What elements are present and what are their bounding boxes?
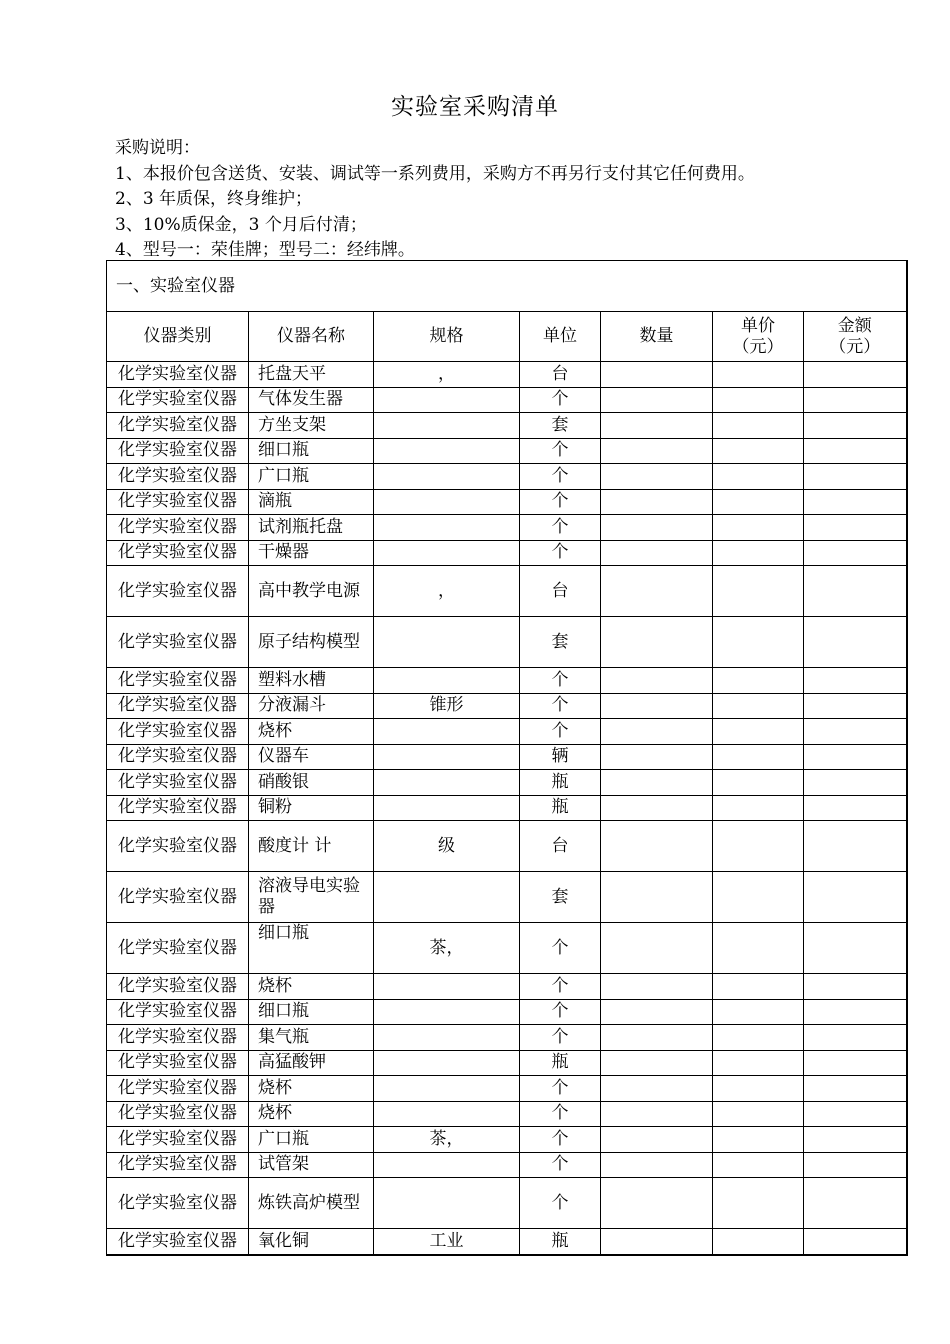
- cell-name: 硝酸银: [249, 770, 374, 796]
- cell-category: 化学实验室仪器: [107, 387, 249, 413]
- header-category: 仪器类别: [107, 312, 249, 362]
- cell-price: [713, 515, 804, 541]
- cell-name: 烧杯: [249, 1101, 374, 1127]
- cell-category: 化学实验室仪器: [107, 1229, 249, 1255]
- cell-price: [713, 617, 804, 668]
- cell-spec: [374, 999, 520, 1025]
- table-row: [107, 464, 907, 490]
- header-price-unit: （元）: [732, 336, 784, 357]
- cell-price: [713, 821, 804, 872]
- cell-price: [713, 1050, 804, 1076]
- cell-spec: [374, 413, 520, 439]
- cell-category: 化学实验室仪器: [107, 1152, 249, 1178]
- cell-qty: [601, 515, 713, 541]
- cell-category: 化学实验室仪器: [107, 1076, 249, 1102]
- cell-name: 广口瓶: [249, 464, 374, 490]
- header-unit: 单位: [520, 312, 601, 362]
- cell-category: 化学实验室仪器: [107, 872, 249, 923]
- cell-category: 化学实验室仪器: [107, 999, 249, 1025]
- cell-spec: [374, 795, 520, 821]
- table-row: [107, 872, 907, 923]
- cell-price: [713, 387, 804, 413]
- cell-category: 化学实验室仪器: [107, 795, 249, 821]
- cell-amount: [804, 1152, 907, 1178]
- cell-name: 氧化铜: [249, 1229, 374, 1255]
- note-item: 4、型号一：荣佳牌；型号二：经纬牌。: [115, 240, 415, 260]
- cell-category: 化学实验室仪器: [107, 566, 249, 617]
- cell-category: 化学实验室仪器: [107, 515, 249, 541]
- table-row: [107, 566, 907, 617]
- header-price: [713, 312, 804, 362]
- cell-spec: [374, 489, 520, 515]
- table-row: [107, 668, 907, 694]
- cell-category: 化学实验室仪器: [107, 362, 249, 388]
- cell-spec: 茶，: [374, 923, 520, 974]
- table-row: [107, 974, 907, 1000]
- cell-price: [713, 872, 804, 923]
- cell-name: 方坐支架: [249, 413, 374, 439]
- cell-name: 试剂瓶托盘: [249, 515, 374, 541]
- table-row: [107, 362, 907, 388]
- cell-spec: 茶，: [374, 1127, 520, 1153]
- cell-unit: 套: [520, 872, 601, 923]
- cell-spec: [374, 1101, 520, 1127]
- cell-name: 干燥器: [249, 540, 374, 566]
- cell-category: 化学实验室仪器: [107, 770, 249, 796]
- table-row: [107, 515, 907, 541]
- cell-amount: [804, 872, 907, 923]
- notes-heading: 采购说明：: [115, 138, 200, 158]
- cell-price: [713, 438, 804, 464]
- cell-spec: [374, 974, 520, 1000]
- cell-price: [713, 974, 804, 1000]
- cell-spec: [374, 1076, 520, 1102]
- cell-spec: [374, 1025, 520, 1051]
- cell-name: 气体发生器: [249, 387, 374, 413]
- cell-price: [713, 1178, 804, 1229]
- cell-unit: 个: [520, 489, 601, 515]
- cell-category: 化学实验室仪器: [107, 1127, 249, 1153]
- cell-unit: 个: [520, 1178, 601, 1229]
- table-header-row: [107, 312, 907, 362]
- cell-spec: [374, 387, 520, 413]
- cell-price: [713, 770, 804, 796]
- cell-unit: 个: [520, 923, 601, 974]
- table-row: [107, 489, 907, 515]
- cell-name: 试管架: [249, 1152, 374, 1178]
- cell-name: 酸度计 计: [249, 821, 374, 872]
- cell-spec: [374, 1152, 520, 1178]
- cell-qty: [601, 999, 713, 1025]
- cell-category: 化学实验室仪器: [107, 1101, 249, 1127]
- cell-name: 烧杯: [249, 719, 374, 745]
- cell-unit: 瓶: [520, 795, 601, 821]
- note-item: 3、10%质保金，3 个月后付清；: [115, 214, 367, 235]
- cell-price: [713, 693, 804, 719]
- cell-name: 高猛酸钾: [249, 1050, 374, 1076]
- header-amount: [804, 312, 907, 362]
- cell-qty: [601, 1152, 713, 1178]
- cell-spec: ，: [374, 362, 520, 388]
- cell-amount: [804, 1025, 907, 1051]
- table-row: [107, 693, 907, 719]
- table-row: [107, 1229, 907, 1255]
- cell-name: 铜粉: [249, 795, 374, 821]
- cell-unit: 个: [520, 1101, 601, 1127]
- cell-amount: [804, 1101, 907, 1127]
- cell-name: 原子结构模型: [249, 617, 374, 668]
- table-row: [107, 923, 907, 974]
- cell-price: [713, 1229, 804, 1255]
- cell-spec: [374, 515, 520, 541]
- cell-spec: 锥形: [374, 693, 520, 719]
- cell-price: [713, 923, 804, 974]
- cell-qty: [601, 821, 713, 872]
- cell-price: [713, 719, 804, 745]
- cell-category: 化学实验室仪器: [107, 540, 249, 566]
- cell-qty: [601, 770, 713, 796]
- cell-unit: 个: [520, 719, 601, 745]
- cell-name: 炼铁高炉模型: [249, 1178, 374, 1229]
- cell-amount: [804, 795, 907, 821]
- page-title: 实验室采购清单: [391, 94, 559, 120]
- cell-qty: [601, 1178, 713, 1229]
- cell-price: [713, 999, 804, 1025]
- table-row: [107, 438, 907, 464]
- cell-unit: 个: [520, 1152, 601, 1178]
- cell-spec: [374, 744, 520, 770]
- cell-category: 化学实验室仪器: [107, 617, 249, 668]
- cell-unit: 台: [520, 362, 601, 388]
- section-title: 一、实验室仪器: [107, 261, 907, 312]
- cell-amount: [804, 1178, 907, 1229]
- cell-price: [713, 362, 804, 388]
- cell-name: 托盘天平: [249, 362, 374, 388]
- cell-qty: [601, 1101, 713, 1127]
- cell-amount: [804, 744, 907, 770]
- cell-unit: 台: [520, 566, 601, 617]
- cell-spec: [374, 719, 520, 745]
- cell-qty: [601, 540, 713, 566]
- cell-amount: [804, 1076, 907, 1102]
- cell-qty: [601, 438, 713, 464]
- table-row: [107, 770, 907, 796]
- cell-qty: [601, 923, 713, 974]
- table-row: [107, 999, 907, 1025]
- cell-amount: [804, 1229, 907, 1255]
- header-spec: 规格: [374, 312, 520, 362]
- cell-amount: [804, 413, 907, 439]
- table-row: [107, 387, 907, 413]
- table-row: [107, 617, 907, 668]
- cell-price: [713, 566, 804, 617]
- cell-unit: 套: [520, 617, 601, 668]
- cell-spec: [374, 1050, 520, 1076]
- cell-unit: 个: [520, 438, 601, 464]
- cell-category: 化学实验室仪器: [107, 438, 249, 464]
- cell-qty: [601, 617, 713, 668]
- cell-amount: [804, 974, 907, 1000]
- cell-unit: 套: [520, 413, 601, 439]
- cell-category: 化学实验室仪器: [107, 821, 249, 872]
- cell-price: [713, 464, 804, 490]
- cell-amount: [804, 693, 907, 719]
- cell-category: 化学实验室仪器: [107, 693, 249, 719]
- cell-name: 广口瓶: [249, 1127, 374, 1153]
- note-item: 1、本报价包含送货、安装、调试等一系列费用，采购方不再另行支付其它任何费用。: [115, 163, 755, 184]
- cell-category: 化学实验室仪器: [107, 719, 249, 745]
- table-row: [107, 413, 907, 439]
- cell-price: [713, 795, 804, 821]
- cell-amount: [804, 489, 907, 515]
- cell-spec: [374, 872, 520, 923]
- table-row: [107, 1025, 907, 1051]
- cell-amount: [804, 999, 907, 1025]
- cell-qty: [601, 1025, 713, 1051]
- cell-price: [713, 744, 804, 770]
- table-row: [107, 744, 907, 770]
- purchase-notes: [115, 136, 755, 264]
- cell-amount: [804, 923, 907, 974]
- cell-unit: 个: [520, 1025, 601, 1051]
- table-row: [107, 540, 907, 566]
- table-row: [107, 821, 907, 872]
- cell-amount: [804, 566, 907, 617]
- cell-unit: 个: [520, 974, 601, 1000]
- cell-unit: 个: [520, 515, 601, 541]
- cell-category: 化学实验室仪器: [107, 1025, 249, 1051]
- cell-qty: [601, 744, 713, 770]
- cell-category: 化学实验室仪器: [107, 464, 249, 490]
- cell-unit: 瓶: [520, 1229, 601, 1255]
- cell-qty: [601, 1076, 713, 1102]
- cell-spec: [374, 770, 520, 796]
- cell-qty: [601, 1229, 713, 1255]
- table-row: [107, 1127, 907, 1153]
- cell-amount: [804, 464, 907, 490]
- cell-name: 高中教学电源: [249, 566, 374, 617]
- cell-category: 化学实验室仪器: [107, 1178, 249, 1229]
- cell-unit: 个: [520, 999, 601, 1025]
- cell-spec: 级: [374, 821, 520, 872]
- cell-name: 分液漏斗: [249, 693, 374, 719]
- cell-spec: [374, 1178, 520, 1229]
- cell-unit: 辆: [520, 744, 601, 770]
- cell-name: 仪器车: [249, 744, 374, 770]
- cell-unit: 个: [520, 464, 601, 490]
- cell-amount: [804, 1127, 907, 1153]
- cell-qty: [601, 387, 713, 413]
- cell-unit: 个: [520, 1127, 601, 1153]
- cell-price: [713, 1025, 804, 1051]
- cell-category: 化学实验室仪器: [107, 923, 249, 974]
- cell-unit: 台: [520, 821, 601, 872]
- cell-amount: [804, 770, 907, 796]
- cell-amount: [804, 387, 907, 413]
- purchase-table: [106, 260, 908, 1256]
- table-row: [107, 795, 907, 821]
- cell-spec: [374, 668, 520, 694]
- cell-category: 化学实验室仪器: [107, 1050, 249, 1076]
- cell-unit: 个: [520, 1076, 601, 1102]
- cell-name: 细口瓶: [249, 923, 374, 974]
- cell-unit: 瓶: [520, 1050, 601, 1076]
- cell-name: 溶液导电实验器: [249, 872, 374, 923]
- cell-name: 烧杯: [249, 1076, 374, 1102]
- cell-price: [713, 413, 804, 439]
- cell-qty: [601, 693, 713, 719]
- cell-amount: [804, 515, 907, 541]
- cell-price: [713, 668, 804, 694]
- cell-unit: 个: [520, 540, 601, 566]
- cell-amount: [804, 362, 907, 388]
- cell-amount: [804, 719, 907, 745]
- cell-qty: [601, 362, 713, 388]
- cell-spec: [374, 438, 520, 464]
- cell-price: [713, 1127, 804, 1153]
- table-row: [107, 1178, 907, 1229]
- cell-qty: [601, 489, 713, 515]
- cell-qty: [601, 668, 713, 694]
- header-name: 仪器名称: [249, 312, 374, 362]
- cell-qty: [601, 464, 713, 490]
- header-price-label: 单价: [741, 315, 775, 336]
- cell-unit: 瓶: [520, 770, 601, 796]
- cell-qty: [601, 413, 713, 439]
- cell-category: 化学实验室仪器: [107, 413, 249, 439]
- table-row: [107, 719, 907, 745]
- cell-qty: [601, 872, 713, 923]
- cell-spec: ，: [374, 566, 520, 617]
- cell-amount: [804, 438, 907, 464]
- cell-price: [713, 540, 804, 566]
- cell-amount: [804, 668, 907, 694]
- cell-spec: 工业: [374, 1229, 520, 1255]
- cell-name: 烧杯: [249, 974, 374, 1000]
- cell-spec: [374, 540, 520, 566]
- cell-amount: [804, 1050, 907, 1076]
- cell-name: 塑料水槽: [249, 668, 374, 694]
- cell-qty: [601, 974, 713, 1000]
- cell-name: 集气瓶: [249, 1025, 374, 1051]
- note-item: 2、3 年质保，终身维护；: [115, 189, 313, 209]
- header-amount-label: 金额: [837, 315, 872, 336]
- cell-amount: [804, 617, 907, 668]
- cell-category: 化学实验室仪器: [107, 974, 249, 1000]
- cell-price: [713, 1076, 804, 1102]
- cell-spec: [374, 464, 520, 490]
- cell-category: 化学实验室仪器: [107, 668, 249, 694]
- cell-qty: [601, 1127, 713, 1153]
- cell-name: 滴瓶: [249, 489, 374, 515]
- cell-name: 细口瓶: [249, 999, 374, 1025]
- cell-price: [713, 1152, 804, 1178]
- cell-category: 化学实验室仪器: [107, 489, 249, 515]
- cell-unit: 个: [520, 693, 601, 719]
- header-qty: 数量: [601, 312, 713, 362]
- cell-amount: [804, 821, 907, 872]
- cell-category: 化学实验室仪器: [107, 744, 249, 770]
- table-row: [107, 1152, 907, 1178]
- cell-name: 细口瓶: [249, 438, 374, 464]
- cell-qty: [601, 566, 713, 617]
- cell-qty: [601, 719, 713, 745]
- table-row: [107, 1101, 907, 1127]
- cell-price: [713, 1101, 804, 1127]
- cell-price: [713, 489, 804, 515]
- cell-unit: 个: [520, 387, 601, 413]
- cell-qty: [601, 1050, 713, 1076]
- cell-spec: [374, 617, 520, 668]
- cell-qty: [601, 795, 713, 821]
- cell-unit: 个: [520, 668, 601, 694]
- table-row: [107, 1076, 907, 1102]
- table-row: [107, 1050, 907, 1076]
- header-amount-unit: （元）: [829, 336, 881, 357]
- cell-amount: [804, 540, 907, 566]
